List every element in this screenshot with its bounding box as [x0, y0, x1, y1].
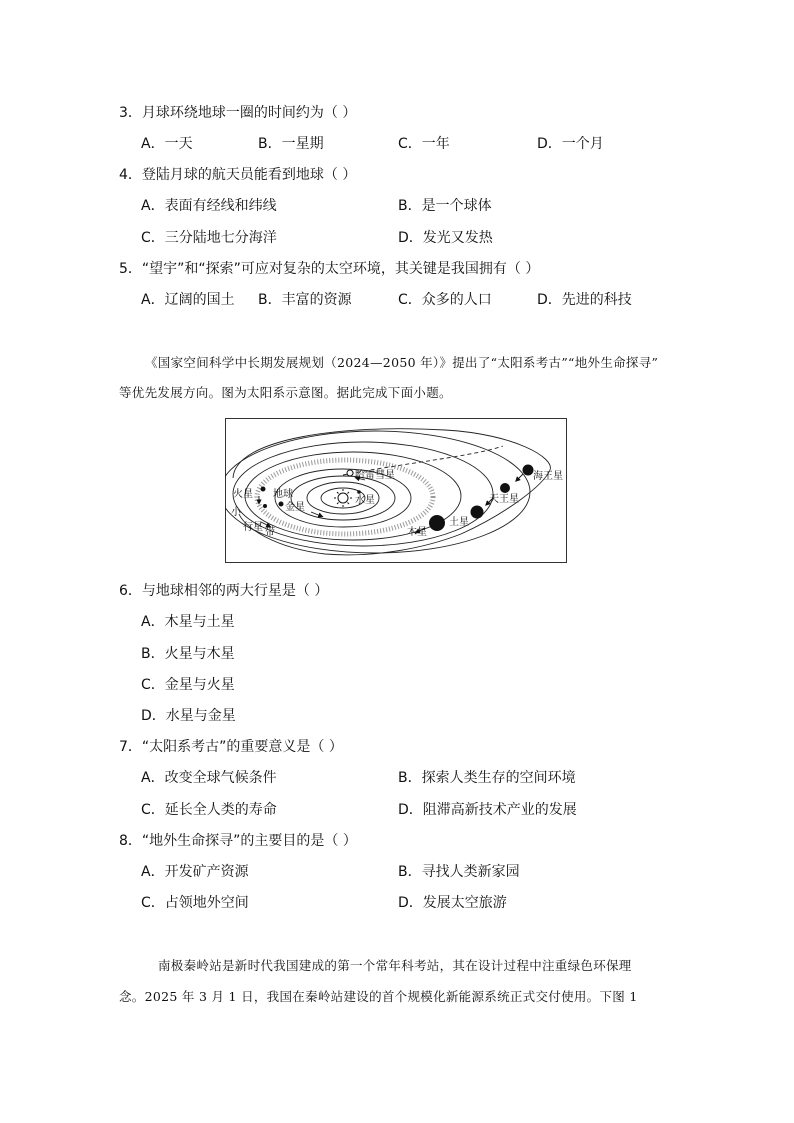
q4-option-c: C．三分陆地七分海洋 [141, 230, 277, 246]
q5-option-a: A．辽阔的国土 [141, 292, 235, 308]
q4-option-d: D．发光又发热 [398, 230, 493, 246]
mercury-marker [357, 490, 361, 494]
label-halley: 哈雷彗星 [355, 470, 395, 481]
q7-option-d: D．阻滞高新技术产业的发展 [398, 802, 577, 818]
intro-line-1: 《国家空间科学中长期发展规划（2024—2050 年）》提出了“太阳系考古”“地外生命探寻” [145, 355, 659, 370]
q5-option-c: C．众多的人口 [398, 292, 492, 308]
q3-option-a: A．一天 [141, 136, 193, 152]
intro-line-2: 等优先发展方向。图为太阳系示意图。据此完成下面小题。 [119, 385, 452, 400]
earth-marker [261, 487, 266, 492]
halley-comet-marker [347, 470, 353, 476]
q6-option-a: A．木星与土星 [141, 614, 235, 630]
question-3-stem: 3．月球环绕地球一圈的时间约为（ ） [119, 105, 357, 121]
question-8-stem: 8．“地外生命探寻”的主要目的是（ ） [119, 833, 357, 849]
jupiter-marker [429, 515, 445, 531]
q8-option-d: D．发展太空旅游 [398, 895, 507, 911]
neptune-marker [523, 465, 534, 476]
label-mercury: 水星 [355, 495, 375, 506]
q6-option-d: D．水星与金星 [141, 708, 236, 724]
q8-option-c: C．占领地外空间 [141, 895, 249, 911]
label-jupiter: 木星 [407, 527, 427, 538]
q3-option-d: D．一个月 [537, 136, 604, 152]
label-saturn: 土星 [449, 517, 469, 528]
uranus-marker [500, 483, 510, 493]
label-venus: 金星 [285, 502, 305, 513]
saturn-marker [471, 506, 484, 519]
q3-option-c: C．一年 [398, 136, 450, 152]
label-mars: 火星 [233, 489, 253, 500]
q6-option-c: C．金星与火星 [141, 677, 235, 693]
mars-marker [263, 504, 267, 508]
question-7-stem: 7．“太阳系考古”的重要意义是（ ） [119, 739, 343, 755]
venus-marker [279, 502, 284, 507]
label-uranus: 天王星 [489, 494, 519, 505]
q8-option-b: B．寻找人类新家园 [398, 864, 520, 880]
question-6-stem: 6．与地球相邻的两大行星是（ ） [119, 583, 329, 599]
question-4-stem: 4．登陆月球的航天员能看到地球（ ） [119, 167, 357, 183]
passage-line-2: 念。2025 年 3 月 1 日，我国在秦岭站建设的首个规模化新能源系统正式交付使用。下图 1 [119, 989, 638, 1004]
solar-system-diagram [225, 418, 567, 563]
label-earth: 地球 [273, 489, 293, 500]
q7-option-a: A．改变全球气候条件 [141, 770, 277, 786]
q5-option-b: B．丰富的资源 [258, 292, 352, 308]
q3-option-b: B．一星期 [258, 136, 324, 152]
q6-option-b: B．火星与木星 [141, 646, 235, 662]
label-asteroid-3: 带 [265, 527, 275, 538]
label-asteroid-1: 小 [231, 507, 241, 518]
label-asteroid-2: 行星 [243, 522, 263, 533]
passage-line-1: 南极秦岭站是新时代我国建成的第一个常年科考站，其在设计过程中注重绿色环保理 [158, 958, 632, 973]
label-neptune: 海王星 [533, 471, 563, 482]
question-5-stem: 5．“望宇”和“探索”可应对复杂的太空环境，其关键是我国拥有（ ） [119, 261, 540, 277]
q7-option-c: C．延长全人类的寿命 [141, 802, 277, 818]
q8-option-a: A．开发矿产资源 [141, 864, 249, 880]
q5-option-d: D．先进的科技 [537, 292, 632, 308]
q4-option-a: A．表面有经线和纬线 [141, 198, 277, 214]
q7-option-b: B．探索人类生存的空间环境 [398, 770, 576, 786]
q4-option-b: B．是一个球体 [398, 198, 492, 214]
